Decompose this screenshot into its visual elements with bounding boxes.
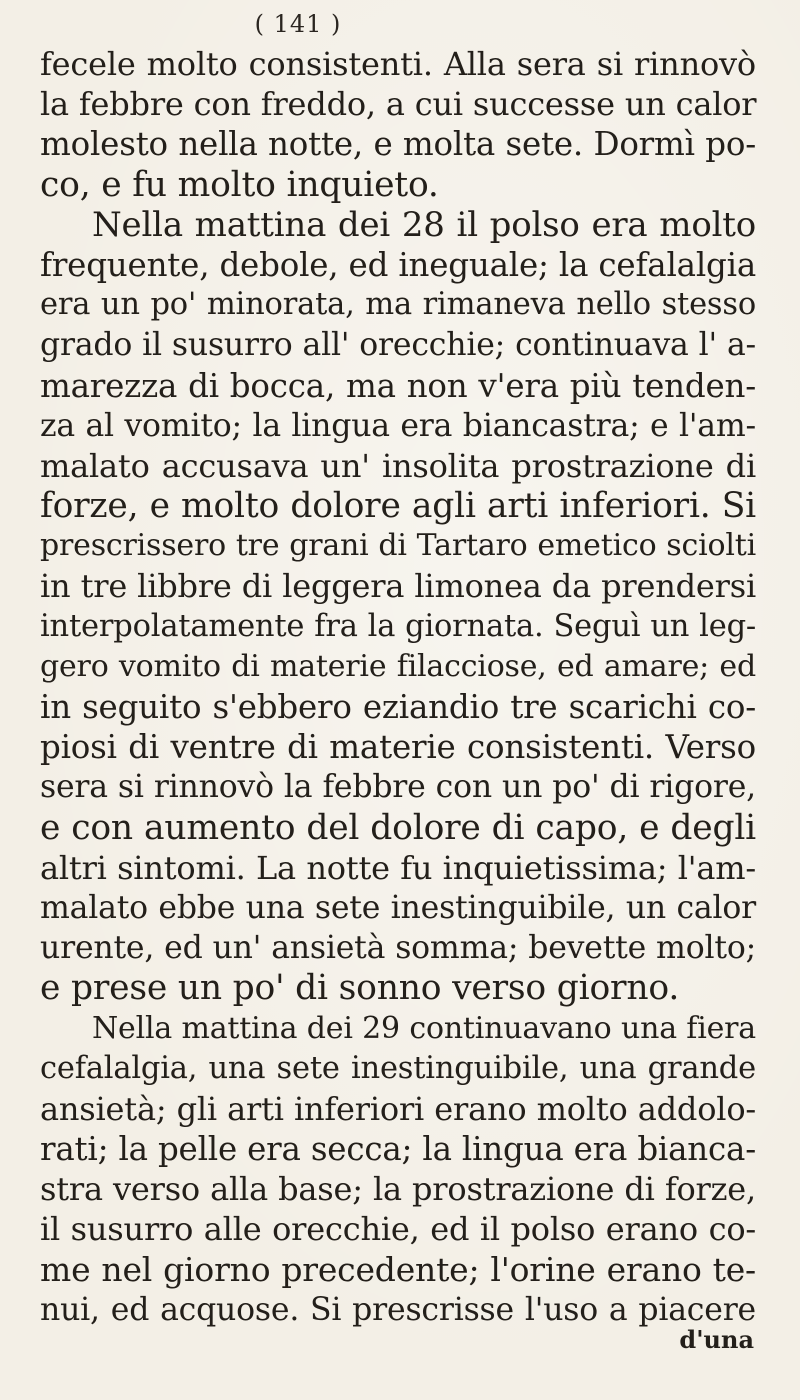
- text-line: la febbre con freddo, a cui successe un calor: [40, 85, 757, 124]
- text-line: sera si rinnovò la febbre con un po' di rigore,: [40, 769, 756, 806]
- text-line: co, e fu molto inquieto.: [40, 164, 439, 205]
- text-line: frequente, debole, ed ineguale; la cefalalgia: [40, 245, 756, 284]
- text-line: za al vomito; la lingua era biancastra; e l'am-: [40, 407, 756, 444]
- text-line: interpolatamente fra la giornata. Seguì un leg-: [40, 608, 756, 644]
- catchword: d'una: [679, 1325, 754, 1354]
- text-line: in seguito s'ebbero eziandio tre scarichi co-: [40, 688, 756, 726]
- text-line: e con aumento del dolore di capo, e degli: [40, 807, 756, 848]
- paragraph-start-line: Nella mattina dei 29 continuavano una fiera: [92, 1010, 756, 1046]
- text-line: ansietà; gli arti inferiori erano molto addolo-: [40, 1089, 756, 1128]
- body-text: [40, 44, 756, 1330]
- text-line: malato ebbe una sete inestinguibile, un calor: [40, 889, 756, 926]
- text-line: piosi di ventre di materie consistenti. Verso: [40, 728, 756, 767]
- page-number-header: ( 141 ): [254, 10, 342, 38]
- text-line: gero vomito di materie filacciose, ed amare; ed: [40, 648, 756, 684]
- text-line: cefalalgia, una sete inestinguibile, una grande: [40, 1050, 756, 1086]
- text-line: grado il susurro all' orecchie; continuava l' a-: [40, 327, 756, 364]
- text-line: marezza di bocca, ma non v'era più tenden-: [40, 366, 756, 405]
- text-line: altri sintomi. La notte fu inquietissima; l'am-: [40, 848, 756, 887]
- text-line: prescrissero tre grani di Tartaro emetico sciolti: [40, 528, 756, 564]
- text-line: stra verso alla base; la prostrazione di forze,: [40, 1170, 756, 1209]
- text-line: era un po' minorata, ma rimaneva nello stesso: [40, 287, 756, 323]
- text-line: fecele molto consistenti. Alla sera si rinnovò: [40, 45, 756, 83]
- text-line: nui, ed acquose. Si prescrisse l'uso a piacere: [40, 1291, 756, 1328]
- text-line: malato accusava un' insolita prostrazione di: [40, 446, 756, 485]
- text-line: urente, ed un' ansietà somma; bevette molto;: [40, 930, 756, 967]
- paragraph-start-line: Nella mattina dei 28 il polso era molto: [92, 204, 756, 245]
- text-line: in tre libbre di leggera limonea da prendersi: [40, 567, 756, 606]
- text-line: e prese un po' di sonno verso giorno.: [40, 968, 680, 1009]
- text-line: molesto nella notte, e molta sete. Dormì po-: [40, 125, 756, 164]
- text-line: il susurro alle orecchie, ed il polso erano co-: [40, 1210, 756, 1249]
- text-line: forze, e molto dolore agli arti inferiori. Si: [40, 486, 756, 527]
- text-line: rati; la pelle era secca; la lingua era bianca-: [40, 1130, 756, 1169]
- text-line: me nel giorno precedente; l'orine erano te-: [40, 1249, 756, 1289]
